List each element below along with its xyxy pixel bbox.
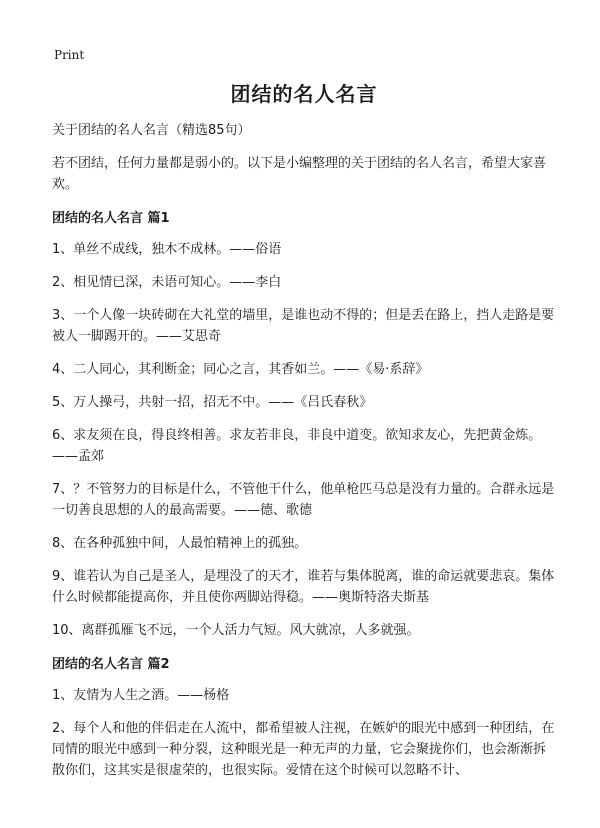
quote-item: 9、谁若认为自己是圣人，是埋没了的天才，谁若与集体脱离，谁的命运就要悲哀。集体什么时候都能提高你，并且使你两脚站得稳。——奥斯特洛夫斯基 [52,569,555,605]
page-subtitle: 关于团结的名人名言（精选85句） [52,123,251,138]
quote-item: 10、离群孤雁飞不远，一个人活力气短。风大就凉，人多就强。 [52,623,420,638]
quote-item: 2、相见情已深，未语可知心。——李白 [52,275,282,290]
section-2 [52,655,556,781]
quote-item: 1、单丝不成线，独木不成林。——俗语 [52,242,282,257]
section-1 [52,209,556,641]
intro-paragraph: 若不团结，任何力量都是弱小的。以下是小编整理的关于团结的名人名言，希望大家喜欢。 [52,156,547,192]
section-heading: 团结的名人名言 篇2 [52,657,170,672]
page-title: 团结的名人名言 [230,82,378,106]
section-heading: 团结的名人名言 篇1 [52,211,170,226]
quote-item: 4、二人同心，其利断金；同心之言，其香如兰。——《易·系辞》 [52,362,429,377]
quote-item: 5、万人操弓，共射一招，招无不中。——《吕氏春秋》 [52,395,373,410]
quote-item: 2、每个人和他的伴侣走在人流中，都希望被人注视，在嫉妒的眼光中感到一种团结，在同情的眼光中感到一种分裂，这种眼光是一种无声的力量，它会聚拢你们，也会渐渐拆散你们，这其实是很虚荣的，也很实际。爱情在这个时候可以忽略不计、 [52,721,555,778]
quote-item: 7、？不管努力的目标是什么，不管他干什么，他单枪匹马总是没有力量的。合群永远是一切善良思想的人的最高需要。——德、歌德 [52,482,555,518]
quote-item: 1、友情为人生之酒。——杨格 [52,688,230,703]
quote-item: 3、一个人像一块砖砌在大礼堂的墙里，是谁也动不得的；但是丢在路上，挡人走路是要被人一脚踢开的。——艾思奇 [52,308,555,344]
print-link[interactable]: Print [54,48,85,62]
quote-item: 6、求友须在良，得良终相善。求友若非良，非良中道变。欲知求友心，先把黄金炼。——孟郊 [52,428,542,464]
quote-item: 8、在各种孤独中间，人最怕精神上的孤独。 [52,536,308,551]
